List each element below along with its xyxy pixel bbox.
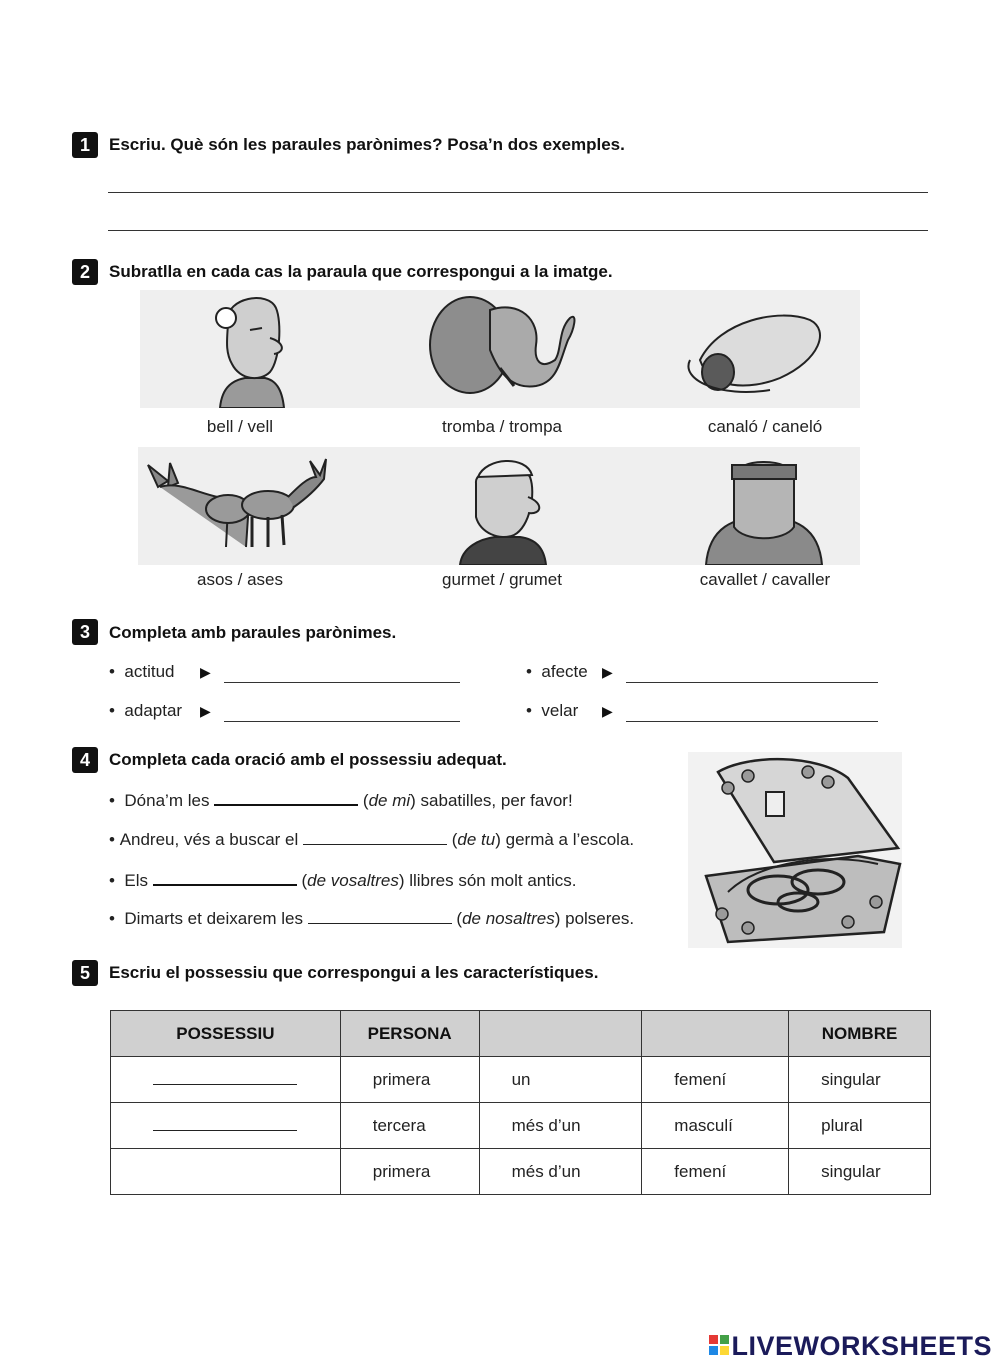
item-velar: • velar	[526, 701, 579, 720]
exercise-1-number: 1	[72, 132, 98, 158]
cell-possessor: més d’un	[479, 1103, 642, 1149]
arrow-icon: ▶	[602, 703, 613, 719]
exercise-2-number: 2	[72, 259, 98, 285]
sentence-4: • Dimarts et deixarem les (de nosaltres) polseres.	[109, 909, 635, 928]
exercise-5-number: 5	[72, 960, 98, 986]
cell-gender: femení	[642, 1149, 789, 1195]
cell-persona: tercera	[340, 1103, 479, 1149]
item-afecte-label: afecte	[541, 662, 588, 681]
table-row	[111, 1057, 931, 1103]
cell-nombre: plural	[789, 1103, 931, 1149]
header-nombre: NOMBRE	[789, 1011, 931, 1057]
sentence-3-hint: de vosaltres	[307, 871, 399, 890]
cell-nombre: singular	[789, 1057, 931, 1103]
sentence-2: • Andreu, vés a buscar el (de tu) germà a l’escola.	[109, 830, 635, 849]
table-row	[111, 1149, 931, 1195]
cell-possessor: més d’un	[479, 1149, 642, 1195]
exercise-1-title: Escriu. Què són les paraules parònimes? Posa’n dos exemples.	[109, 135, 625, 154]
sentence-2-start: Andreu, vés a buscar el	[119, 830, 299, 849]
exercise-2-title: Subratlla en cada cas la paraula que correspongui a la imatge.	[109, 262, 613, 281]
blank-1[interactable]	[214, 790, 358, 806]
blank-4[interactable]	[308, 909, 452, 924]
cell-persona: primera	[340, 1057, 479, 1103]
exercise-3-number: 3	[72, 619, 98, 645]
arrow-icon: ▶	[200, 664, 211, 680]
sentence-2-end: germà a l’escola.	[505, 830, 635, 849]
answer-cell[interactable]	[111, 1103, 341, 1149]
exercise-4-title: Completa cada oració amb el possessiu adequat.	[109, 750, 507, 769]
cell-gender: masculí	[642, 1103, 789, 1149]
answer-cell[interactable]	[111, 1149, 341, 1195]
item-actitud: • actitud	[109, 662, 175, 681]
answer-velar[interactable]	[626, 721, 878, 722]
sentence-2-hint: de tu	[457, 830, 496, 849]
blank-2[interactable]	[303, 830, 447, 845]
logo-text: LIVEWORKSHEETS	[731, 1331, 992, 1361]
sentence-4-end: polseres.	[565, 909, 635, 928]
item-afecte: • afecte	[526, 662, 588, 681]
caption-4[interactable]: asos / ases	[197, 570, 283, 589]
item-adaptar: • adaptar	[109, 701, 183, 720]
sentence-1-start: Dóna’m les	[124, 791, 210, 810]
possessive-table	[110, 1010, 931, 1195]
cell-possessor: un	[479, 1057, 642, 1103]
answer-adaptar[interactable]	[224, 721, 460, 722]
answer-cell[interactable]	[111, 1057, 341, 1103]
arrow-icon: ▶	[200, 703, 211, 719]
caption-1[interactable]: bell / vell	[206, 417, 274, 436]
answer-actitud[interactable]	[224, 682, 460, 683]
item-adaptar-label: adaptar	[124, 701, 183, 720]
header-persona: PERSONA	[340, 1011, 479, 1057]
caption-2[interactable]: tromba / trompa	[442, 417, 562, 436]
sentence-3: • Els (de vosaltres) llibres són molt antics.	[109, 871, 577, 890]
sentence-1-hint: de mi	[368, 791, 411, 810]
cell-persona: primera	[340, 1149, 479, 1195]
header-empty-2	[642, 1011, 789, 1057]
item-velar-label: velar	[541, 701, 579, 720]
sentence-3-end: llibres són molt antics.	[409, 871, 577, 890]
answer-afecte[interactable]	[626, 682, 878, 683]
answer-blank[interactable]	[153, 1116, 297, 1131]
answer-blank[interactable]	[153, 1070, 297, 1085]
liveworksheets-logo[interactable]	[709, 1331, 992, 1362]
answer-line-2[interactable]	[108, 230, 928, 231]
blank-3[interactable]	[153, 870, 297, 886]
arrow-icon: ▶	[602, 664, 613, 680]
caption-6[interactable]: cavallet / cavaller	[699, 570, 831, 589]
header-possessiu: POSSESSIU	[111, 1011, 341, 1057]
header-empty-1	[479, 1011, 642, 1057]
cell-nombre: singular	[789, 1149, 931, 1195]
treasure-chest-picture	[688, 752, 902, 948]
sentence-4-start: Dimarts et deixarem les	[124, 909, 303, 928]
sentence-1: • Dóna’m les (de mi) sabatilles, per favor!	[109, 791, 573, 810]
sentence-1-end: sabatilles, per favor!	[420, 791, 573, 810]
picture-row-2	[138, 447, 860, 565]
table-row	[111, 1103, 931, 1149]
exercise-3-title: Completa amb paraules parònimes.	[109, 623, 397, 642]
sentence-4-hint: de nosaltres	[462, 909, 555, 928]
table-header-row	[111, 1011, 931, 1057]
picture-row-1	[140, 290, 860, 408]
caption-5[interactable]: gurmet / grumet	[442, 570, 562, 589]
cell-gender: femení	[642, 1057, 789, 1103]
exercise-4-number: 4	[72, 747, 98, 773]
caption-3[interactable]: canaló / caneló	[707, 417, 823, 436]
item-actitud-label: actitud	[124, 662, 175, 681]
exercise-5-title: Escriu el possessiu que correspongui a les característiques.	[109, 963, 599, 982]
sentence-3-start: Els	[124, 871, 149, 890]
logo-icon	[709, 1335, 731, 1357]
answer-line-1[interactable]	[108, 192, 928, 193]
